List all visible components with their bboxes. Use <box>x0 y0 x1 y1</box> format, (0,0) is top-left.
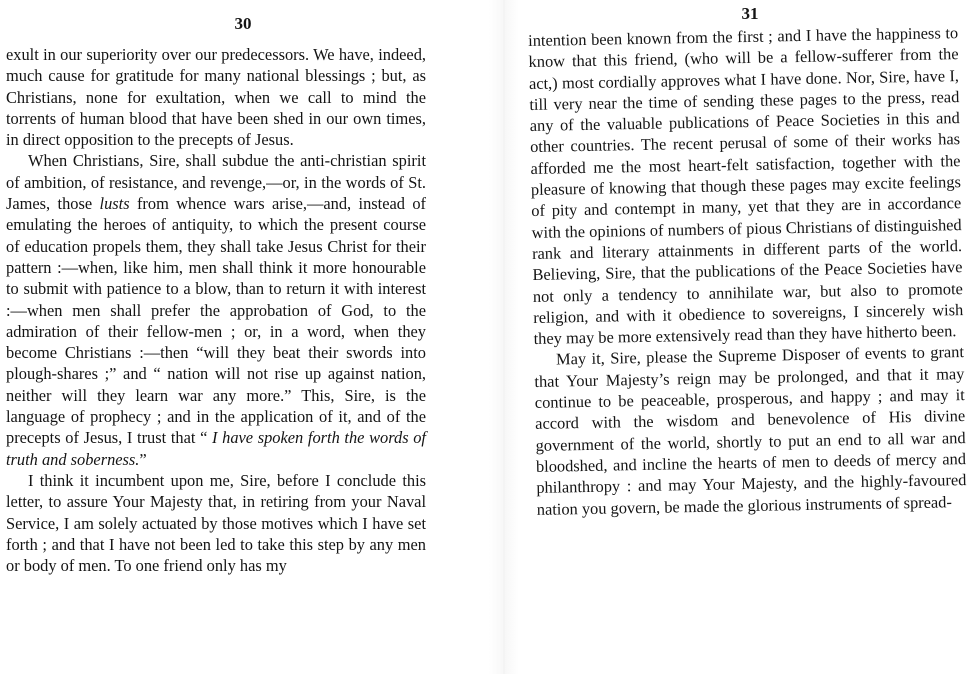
text-segment: exult in our superiority over our predecessors. We have, indeed, much cause for gratitude for many national blessings ; but, as Christians, none for exultation, when we call to mind the torrents of human blood that have been shed in our own times, in direct opposition to the precepts of Jesus. <box>6 45 426 150</box>
text-segment: ” <box>139 449 147 469</box>
book-spine-shadow <box>489 0 519 674</box>
text-segment: intention been known from the first ; and I have the happiness to know that this friend, (who will be a fellow-sufferer from the act,) most cordially approves what I have done. Nor, Sire, have I, till very near the time of sending these pages to the press, read any of the valuable publications of Peace Societies in this and other countries. The recent perusal of some of their works has afforded me the most heart-felt satisfaction, together with the pleasure of knowing that though these pages may excite feelings of pity and contempt in many, yet that they are in accordance with the opinions of numbers of pious Christians of distinguished rank and literary attainments in different parts of the world. Believing, Sire, that the publications of the Peace Societies have not only a tendency to annihilate war, but also to promote religion, and with it obedience to sovereigns, I sincerely wish they may be more extensively read than they have hitherto been. <box>528 23 964 349</box>
text-segment: May it, Sire, please the Supreme Disposer of events to grant that Your Majesty’s reign may be prolonged, and that it may continue to be peaceable, prosperous, and happy ; and may it accord with the wisdom and benevolence of His divine government of the world, shortly to put an end to all war and bloodshed, and incline the hearts of men to deeds of mercy and philanthropy : and may Your Majesty, and the highly-favoured nation you govern, be made the glorious instruments of spread- <box>534 342 967 519</box>
paragraph <box>6 44 426 150</box>
left-page <box>0 0 480 576</box>
paragraph <box>534 342 967 520</box>
right-page <box>528 0 980 520</box>
text-segment: When Christians, Sire, shall subdue the anti-christian spirit of ambition, of resistance, and revenge,—or, in the words of St. James, those <box>6 151 426 214</box>
paragraph <box>528 22 964 349</box>
page-number: 31 <box>741 4 759 23</box>
paragraph <box>6 470 426 576</box>
italic-text-segment: lusts <box>99 194 130 214</box>
page-body <box>528 22 967 520</box>
text-segment: from whence wars arise,—and, instead of emulating the heroes of antiquity, to which the present course of education propels them, they shall take Jesus Christ for their pattern :—when, like him, men shall think it more honourable to submit with patience to a blow, than to return it with interest :—when men shall prefer the approbation of God, to the admiration of their fellow-men ; or, in a word, when they become Christians :—then “will they beat their swords into plough-shares ;” and “ nation will not rise up against nation, neither will they learn war any more.” This, Sire, is the language of prophecy ; and in the application of it, and of the precepts of Jesus, I trust that “ <box>6 194 426 448</box>
paragraph <box>6 150 426 469</box>
italic-text-segment: I have spoken forth the words of truth and soberness. <box>6 428 426 469</box>
page-body <box>6 44 426 576</box>
page-number: 30 <box>234 14 252 33</box>
text-segment: I think it incumbent upon me, Sire, before I conclude this letter, to assure Your Majesty that, in retiring from your Naval Service, I am solely actuated by those motives which I have set forth ; and that I have not been led to take this step by any men or body of men. To one friend only has my <box>6 470 426 576</box>
